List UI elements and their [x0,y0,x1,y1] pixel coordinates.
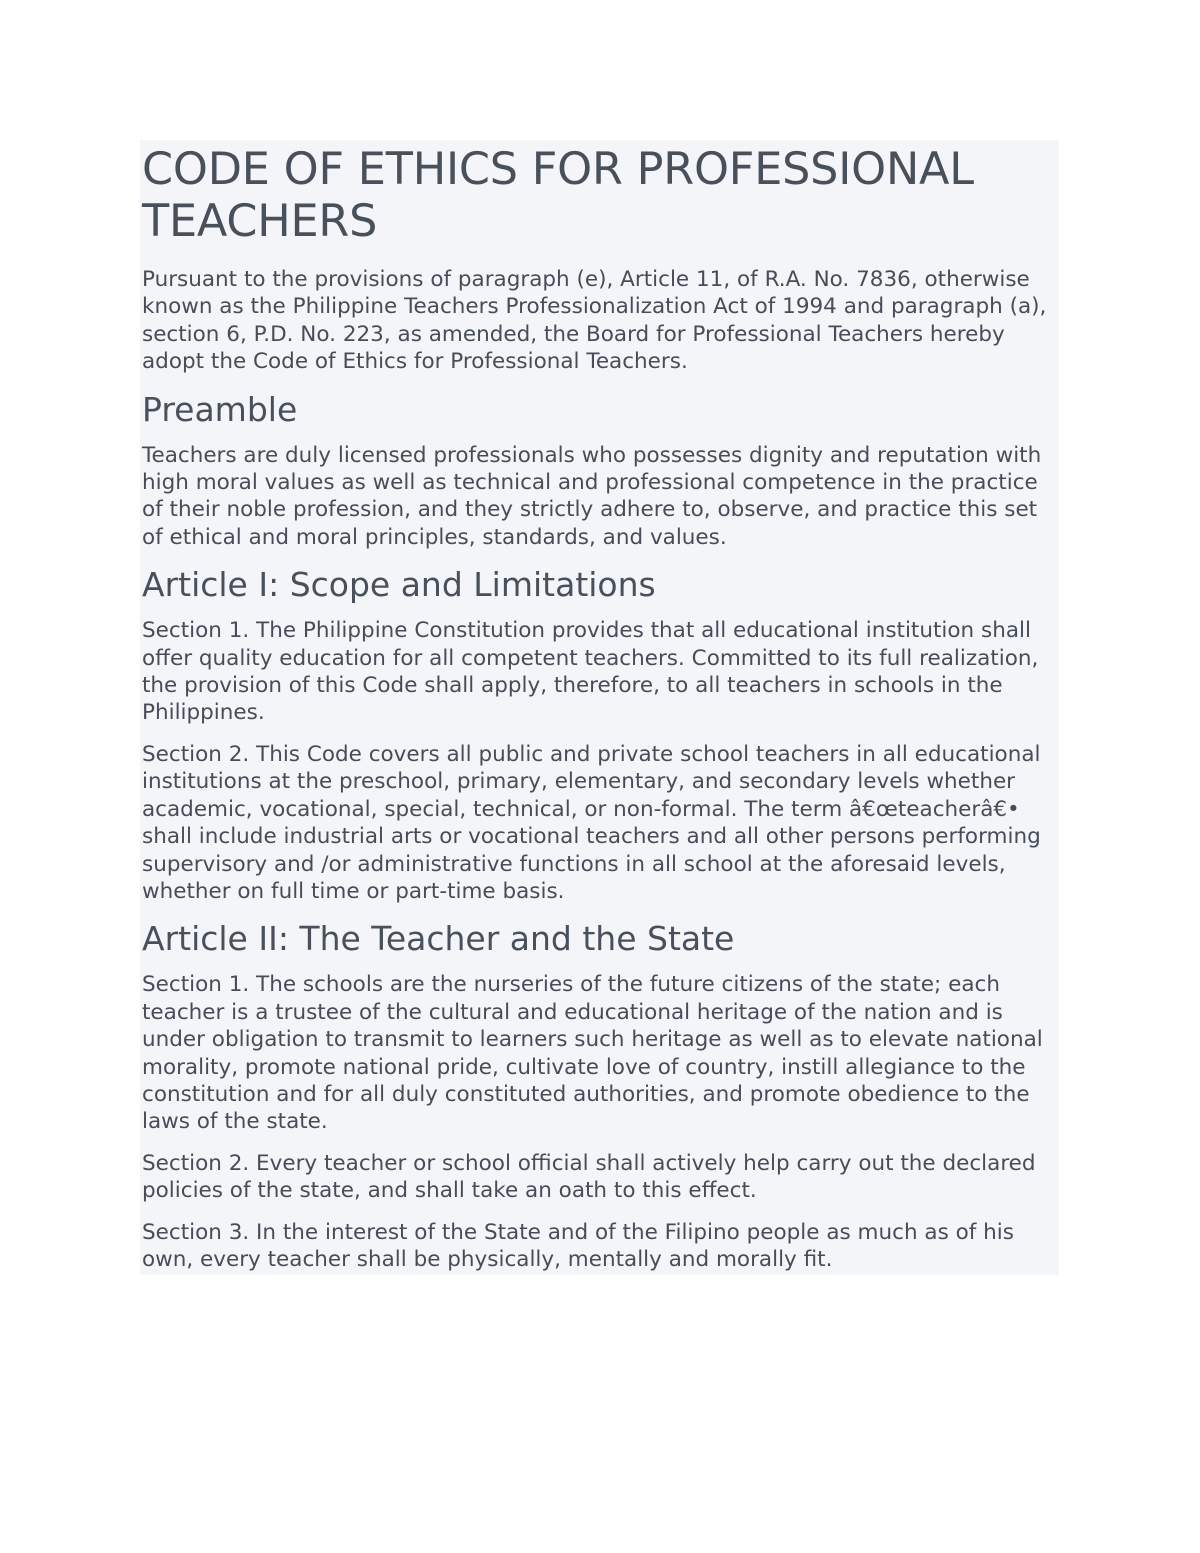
article-1-section-2: Section 2. This Code covers all public and private school teachers in all educational institutions at the preschool, primary, elementary, and secondary levels whether academic, vocational, special, technical, or non-formal. The term â€œteacherâ€• shall include industrial arts or vocational teachers and all other persons performing supervisory and /or administrative functions in all school at the aforesaid levels, whether on full time or part-time basis. [142,741,1041,904]
article-1-section-1: Section 1. The Philippine Constitution provides that all educational institution shall offer quality education for all competent teachers. Committed to its full realization, the provision of this Code shall apply, therefore, to all teachers in schools in the Philippines. [142,618,1039,726]
preamble-paragraph: Teachers are duly licensed professionals who possesses dignity and reputation with high moral values as well as technical and professional competence in the practice of their noble profession, and they strictly adhere to, observe, and practice this set of ethical and moral principles, standards, and values. [142,442,1042,550]
document-title: CODE OF ETHICS FOR PROFESSIONAL TEACHERS [142,144,974,247]
article-2-section-3: Section 3. In the interest of the State and of the Filipino people as much as of his own, every teacher shall be physically, mentally and morally fit. [142,1219,1014,1272]
preamble-heading: Preamble [142,389,298,429]
article-2-section-1: Section 1. The schools are the nurseries of the future citizens of the state; each teacher is a trustee of the cultural and educational heritage of the nation and is under obligation to transmit to learners such heritage as well as to elevate national morality, promote national pride, cultivate love of country, instill allegiance to the constitution and for all duly constituted authorities, and promote obedience to the laws of the state. [142,972,1043,1135]
article-2-section-2: Section 2. Every teacher or school official shall actively help carry out the declared policies of the state, and shall take an oath to this effect. [142,1150,1036,1204]
document-content [140,140,1059,1275]
intro-paragraph: Pursuant to the provisions of paragraph (e), Article 11, of R.A. No. 7836, otherwise known as the Philippine Teachers Professionalization Act of 1994 and paragraph (a), section 6, P.D. No. 223, as amended, the Board for Professional Teachers hereby adopt the Code of Ethics for Professional Teachers. [142,267,1047,375]
article-1-heading: Article I: Scope and Limitations [142,565,656,605]
article-2-heading: Article II: The Teacher and the State [142,919,735,959]
